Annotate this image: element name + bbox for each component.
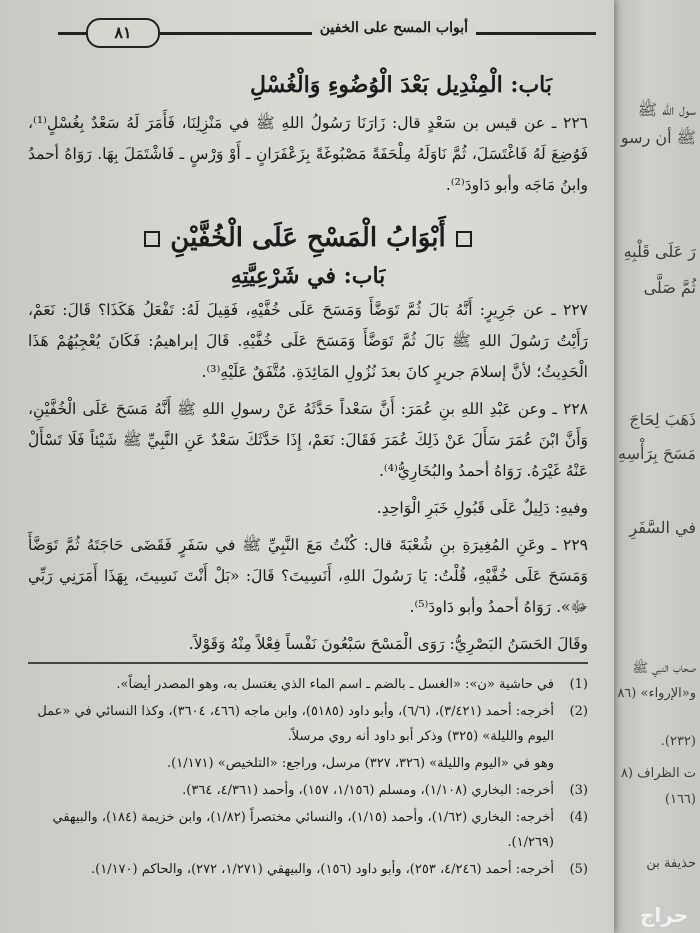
- footnote: [28, 751, 588, 776]
- facing-fragment: ت الظراف (٨: [620, 766, 696, 781]
- footnote-text: أخرجه: البخاري (١/٦٢)، وأحمد (١/١٥)، والنسائي مختصراً (١/٨٢)، وابن خزيمة (١٨٤)، والبيهقي (١/٢٦٩).: [52, 810, 554, 850]
- square-ornament-icon: [456, 231, 472, 247]
- footnote-number: (2): [569, 704, 588, 719]
- footnotes: [28, 662, 588, 884]
- footnote-text: أخرجه: أحمد (٤/٢٤٦، ٢٥٣)، وأبو داود (١٥٦)، والبيهقي (١/٢٧١، ٢٧٢)، والحاكم (١/١٧٠).: [90, 862, 554, 877]
- chapter-heading-legitimacy: بَاب: في شَرْعِيَّتِهِ: [230, 263, 386, 289]
- page-number: ٨١: [86, 18, 160, 48]
- square-ornament-icon: [144, 231, 160, 247]
- facing-fragment: صحاب النبي ﷺ: [632, 661, 696, 676]
- hadith-227: ٢٢٧ ـ عن جَرِيرٍ: أَنَّهُ بَالَ ثُمَّ تَوَضَّأَ وَمَسَحَ عَلَى خُفَّيْهِ، فَقِيلَ لَهُ: تَفْعَلُ هَكَذَا؟ قَالَ: نَعَمْ، رَأَيْتُ رَسُولَ اللهِ ﷺ بَالَ ثُمَّ تَوَضَّأَ وَمَسَحَ عَلَى خُفَّيْهِ. قَالَ إبراهيمُ: فَكَانَ يُعْجِبُهُمْ هَذَا الْحَدِيثُ؛ لأنَّ إسلامَ جريرٍ كانَ بعدَ نُزُولِ المَائِدَةِ. مُتَّفَقٌ عَلَيْهِ⁽³⁾.: [28, 301, 588, 381]
- section-title-text: أَبْوَابُ الْمَسْحِ عَلَى الْخُفَّيْنِ: [170, 223, 446, 253]
- section-title: [28, 223, 588, 253]
- footnote-number: [554, 751, 588, 776]
- facing-fragment: (١٦٦): [664, 792, 696, 807]
- footnote: [28, 778, 588, 803]
- page-body: [28, 58, 588, 666]
- footnote-number: (3): [569, 783, 588, 798]
- hadith-226: ٢٢٦ ـ عن قيس بن سَعْدٍ قال: زَارَنَا رَسُولُ اللهِ ﷺ في مَنْزِلِنَا، فَأَمَرَ لَهُ سَعْدٌ بِغُسْلٍ⁽¹⁾، فَوُضِعَ لَهُ فَاغْتَسَلَ، ثُمَّ نَاوَلَهُ مِلْحَفَةً مَصْبُوغَةً بِزَعْفَرَانٍ ـ أَوْ وَرْسٍ ـ فَاشْتَمَلَ بِهَا. رَوَاهُ أحمدُ وابنُ مَاجَه وأبو دَاودَ⁽²⁾.: [28, 114, 588, 194]
- facing-fragment: ﷺ أن رسو: [620, 128, 696, 147]
- facing-fragment: سول الله ﷺ: [637, 100, 696, 119]
- facing-page: [610, 0, 700, 933]
- facing-fragment: ثُمَّ صَلَّى: [643, 278, 696, 297]
- footnote-text: وهو في «اليوم والليلة» (٣٢٦، ٣٢٧) مرسل، وراجع: «التلخيص» (١/١٧١).: [167, 756, 554, 771]
- footnote: [28, 672, 588, 697]
- footnote-text: في حاشية «ن»: «الغسل ـ بالضم ـ اسم الماء الذي يغتسل به، وهو المصدر أيضاً».: [116, 677, 554, 692]
- note-228: وفيهِ: دَلِيلٌ عَلَى قَبُولِ خَبَرِ الْوَاحِدِ.: [376, 499, 588, 517]
- facing-fragment: مَسَحَ بِرَأْسِهِ: [618, 444, 696, 463]
- footnote-text: أخرجه: أحمد (٣/٤٢١)، (٦/٦)، وأبو داود (٥١٨٥)، وابن ماجه (٤٦٦، ٣٦٠٤)، وكذا النسائي في «عمل اليوم والليلة» (٣٢٥) وذكر أبو داود أنه روي مرسلاً.: [37, 704, 554, 744]
- page-header: [58, 18, 596, 48]
- watermark-logo: حراج: [640, 903, 689, 927]
- footnote: [28, 805, 588, 855]
- facing-fragment: حذيفة بن: [646, 856, 696, 871]
- footnote-number: (1): [569, 677, 588, 692]
- facing-fragment: في السَّفَرِ: [629, 518, 696, 537]
- hadith-229: ٢٢٩ ـ وعَنِ المُغِيرَةِ بنِ شُعْبَةَ قال: كُنْتُ مَعَ النَّبِيِّ ﷺ في سَفَرٍ فَقَضَى حَاجَتَهُ ثُمَّ تَوَضَّأَ وَمَسَحَ عَلَى خُفَّيْهِ، قُلْتُ: يَا رَسُولَ اللهِ، أَنَسِيتَ؟ قَالَ: «بَلْ أَنْتَ نَسِيتَ، بِهَذَا أَمَرَنِي رَبِّي ﷻ». رَوَاهُ أحمدُ وأبو دَاودَ⁽⁵⁾.: [28, 536, 588, 616]
- footnote-number: (5): [569, 862, 588, 877]
- facing-fragment: (٢٣٢).: [660, 734, 696, 749]
- facing-fragment: ذَهَبَ لِحَاجَ: [629, 410, 696, 429]
- running-title: أبواب المسح على الخفين: [312, 20, 476, 36]
- facing-fragment: و«الإرواء» (٨٦: [617, 686, 696, 701]
- footnote: [28, 857, 588, 882]
- footnote: [28, 699, 588, 749]
- facing-fragment: رَ عَلَى قَلْبِهِ: [623, 242, 696, 261]
- hadith-228: ٢٢٨ ـ وعن عَبْدِ اللهِ بنِ عُمَرَ: أَنَّ سَعْداً حَدَّثَهُ عَنْ رسولِ اللهِ ﷺ أَنَّهُ مَسَحَ عَلَى الْخُفَّيْنِ، وَأَنَّ ابْنَ عُمَرَ سَأَلَ عَنْ ذَلِكَ عُمَرَ فَقَالَ: نَعَمْ، إِذَا حَدَّثَكَ سَعْدٌ عَنِ النَّبِيِّ ﷺ شَيْئاً فَلَا تَسْأَلْ عَنْهُ غَيْرَهُ. رَوَاهُ أحمدُ والبُخَارِيُّ⁽⁴⁾.: [28, 400, 588, 480]
- footnote-text: أخرجه: البخاري (١/١٠٨)، ومسلم (١/١٥٦، ١٥٧)، وأحمد (٤/٣٦١، ٣٦٤).: [182, 783, 554, 798]
- hasan-quote: وقَالَ الحَسَنُ البَصْرِيُّ: رَوَى الْمَسْحَ سَبْعُونَ نَفْساً فِعْلاً مِنْهُ وَقَوْلاً.: [188, 635, 588, 653]
- chapter-heading-towel: بَاب: الْمِنْدِيل بَعْدَ الْوُضُوءِ وَالْغُسْلِ: [250, 72, 552, 98]
- footnote-number: (4): [569, 810, 588, 825]
